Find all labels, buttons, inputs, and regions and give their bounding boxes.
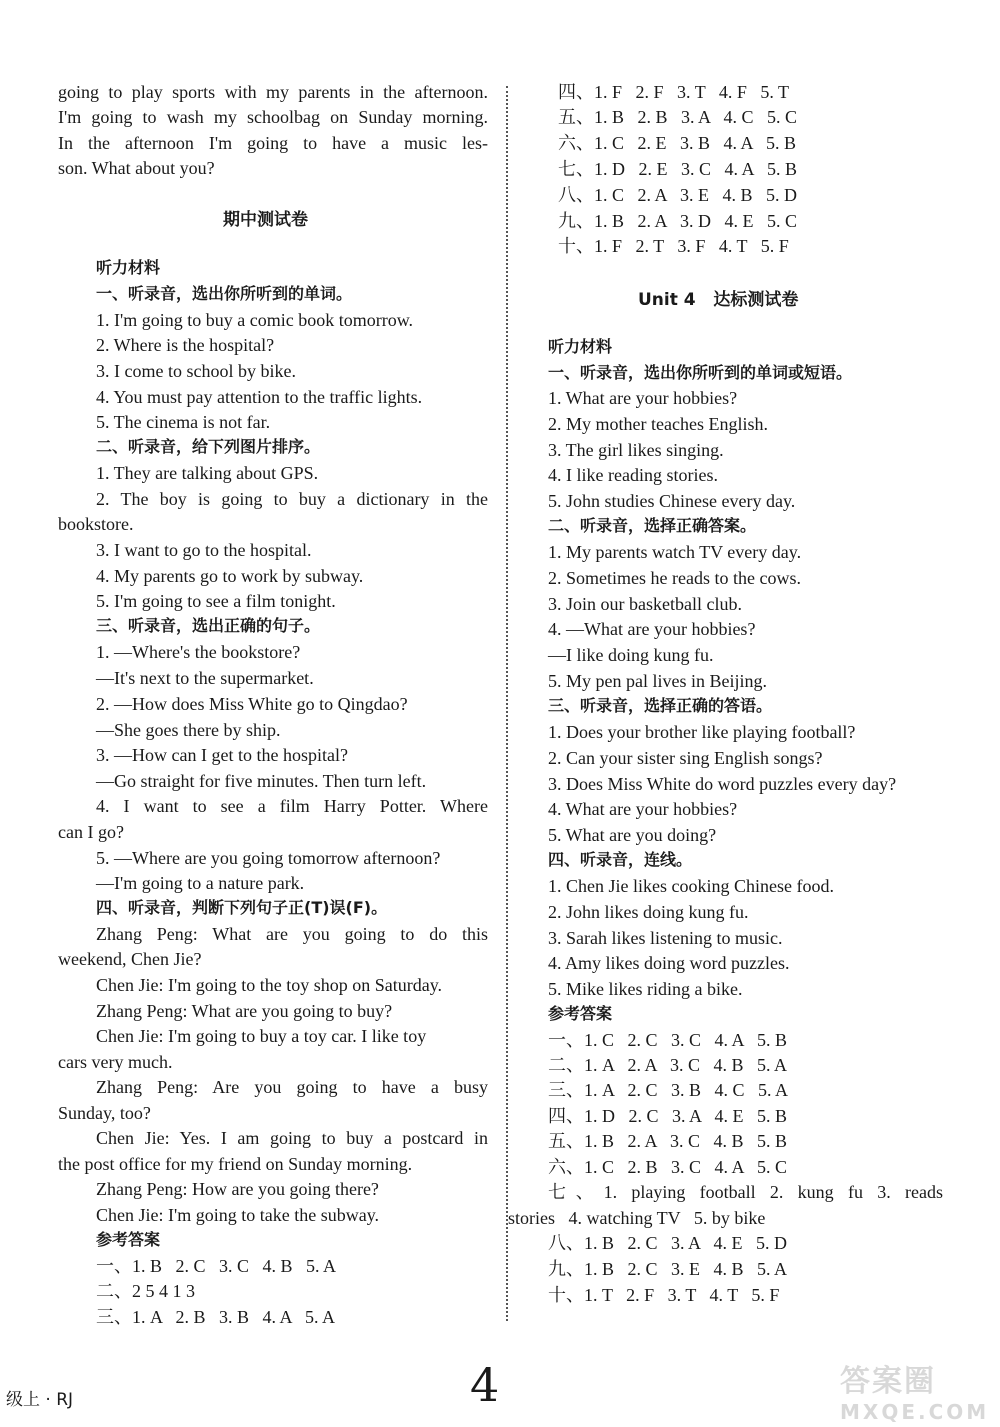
dialogue-line: —I'm going to a nature park. xyxy=(96,873,305,893)
answer-line: 四、1. F 2. F 3. T 4. F 5. T xyxy=(558,82,790,102)
dialogue-line: weekend, Chen Jie? xyxy=(58,949,202,969)
listening-line: 2. My mother teaches English. xyxy=(548,414,768,434)
listening-line: 1. They are talking about GPS. xyxy=(96,463,319,483)
answers-heading: 参考答案 xyxy=(96,1230,161,1249)
dialogue-line: Chen Jie: I'm going to take the subway. xyxy=(96,1205,380,1225)
listening-line: 4. Amy likes doing word puzzles. xyxy=(548,953,790,973)
watermark-top: 答案圈 xyxy=(840,1364,936,1399)
answer-line: 八、1. C 2. A 3. E 4. B 5. D xyxy=(558,185,798,205)
part-heading: 四、听录音，连线。 xyxy=(548,850,693,869)
dialogue-line: Chen Jie: Yes. I am going to buy a postcard in xyxy=(96,1128,488,1148)
intro-line: going to play sports with my parents in the afternoon. xyxy=(58,82,488,102)
listening-line: 3. The girl likes singing. xyxy=(548,440,724,460)
answer-line: 六、1. C 2. E 3. B 4. A 5. B xyxy=(558,133,797,153)
dialogue-line: cars very much. xyxy=(58,1052,173,1072)
part-heading: 一、听录音，选出你所听到的单词。 xyxy=(96,284,353,303)
listening-line: 3. I come to school by bike. xyxy=(96,361,296,381)
dialogue-line: Chen Jie: I'm going to the toy shop on Saturday. xyxy=(96,975,443,995)
column-divider xyxy=(506,86,509,1321)
intro-line: son. What about you? xyxy=(58,158,215,178)
listening-line: 5. John studies Chinese every day. xyxy=(548,491,796,511)
intro-line: I'm going to wash my schoolbag on Sunday morning. xyxy=(58,107,488,127)
listening-line: 4. What are your hobbies? xyxy=(548,799,738,819)
listening-line: 4. —What are your hobbies? xyxy=(548,619,756,639)
answer-line: 一、1. B 2. C 3. C 4. B 5. A xyxy=(96,1256,337,1276)
dialogue-line: 1. —Where's the bookstore? xyxy=(96,642,301,662)
dialogue-line: 4. I want to see a film Harry Potter. Where xyxy=(96,796,488,816)
listening-line: 5. Mike likes riding a bike. xyxy=(548,979,743,999)
section-title: 期中测试卷 xyxy=(223,210,308,230)
listening-line: 2. John likes doing kung fu. xyxy=(548,902,749,922)
dialogue-line: Zhang Peng: What are you going to buy? xyxy=(96,1001,393,1021)
answer-line: 六、1. C 2. B 3. C 4. A 5. C xyxy=(548,1157,788,1177)
dialogue-line: Zhang Peng: Are you going to have a busy xyxy=(96,1077,488,1097)
answer-line: 八、1. B 2. C 3. A 4. E 5. D xyxy=(548,1233,788,1253)
listening-line: 3. Does Miss White do word puzzles every day? xyxy=(548,774,897,794)
listening-line: 4. My parents go to work by subway. xyxy=(96,566,364,586)
answer-line: 七、1. playing football 2. kung fu 3. reads xyxy=(548,1182,943,1202)
answer-line: 九、1. B 2. C 3. E 4. B 5. A xyxy=(548,1259,788,1279)
dialogue-line: —It's next to the supermarket. xyxy=(96,668,314,688)
watermark-logo xyxy=(840,1356,990,1422)
answer-line: 三、1. A 2. B 3. B 4. A 5. A xyxy=(96,1307,336,1327)
listening-line: 2. Where is the hospital? xyxy=(96,335,275,355)
dialogue-line: 5. —Where are you going tomorrow afternoon? xyxy=(96,848,441,868)
part-heading: 三、听录音，选择正确的答语。 xyxy=(548,696,773,715)
part-heading: 二、听录音，选择正确答案。 xyxy=(548,516,757,535)
listening-line: 4. You must pay attention to the traffic lights. xyxy=(96,387,423,407)
part-heading: 一、听录音，选出你所听到的单词或短语。 xyxy=(548,363,853,382)
dialogue-line: Chen Jie: I'm going to buy a toy car. I like toy xyxy=(96,1026,427,1046)
page-number: 4 xyxy=(470,1358,500,1412)
dialogue-line: Sunday, too? xyxy=(58,1103,151,1123)
answer-line: 四、1. D 2. C 3. A 4. E 5. B xyxy=(548,1106,788,1126)
dialogue-line: Zhang Peng: How are you going there? xyxy=(96,1179,379,1199)
listening-line: 1. Chen Jie likes cooking Chinese food. xyxy=(548,876,834,896)
intro-line: In the afternoon I'm going to have a music les- xyxy=(58,133,488,153)
dialogue-line: —Go straight for five minutes. Then turn left. xyxy=(96,771,427,791)
answer-line: 七、1. D 2. E 3. C 4. A 5. B xyxy=(558,159,798,179)
answer-line: 十、1. T 2. F 3. T 4. T 5. F xyxy=(548,1285,780,1305)
listening-line: bookstore. xyxy=(58,514,134,534)
listening-line: 3. I want to go to the hospital. xyxy=(96,540,312,560)
listening-line: —I like doing kung fu. xyxy=(548,645,714,665)
answer-line: stories 4. watching TV 5. by bike xyxy=(508,1208,766,1228)
answer-line: 一、1. C 2. C 3. C 4. A 5. B xyxy=(548,1030,788,1050)
part-heading: 三、听录音，选出正确的句子。 xyxy=(96,616,321,635)
dialogue-line: can I go? xyxy=(58,822,124,842)
answer-line: 三、1. A 2. C 3. B 4. C 5. A xyxy=(548,1080,789,1100)
listening-line: 2. Can your sister sing English songs? xyxy=(548,748,823,768)
answers-heading: 参考答案 xyxy=(548,1004,613,1023)
answer-line: 十、1. F 2. T 3. F 4. T 5. F xyxy=(558,236,789,256)
listening-line: 1. What are your hobbies? xyxy=(548,388,738,408)
listening-line: 5. I'm going to see a film tonight. xyxy=(96,591,336,611)
listening-line: 1. My parents watch TV every day. xyxy=(548,542,802,562)
grade-label: 级上 · RJ xyxy=(6,1390,74,1410)
listening-line: 2. The boy is going to buy a dictionary in the xyxy=(96,489,488,509)
listening-line: 2. Sometimes he reads to the cows. xyxy=(548,568,801,588)
listening-line: 5. What are you doing? xyxy=(548,825,717,845)
dialogue-line: the post office for my friend on Sunday morning. xyxy=(58,1154,413,1174)
listening-heading: 听力材料 xyxy=(96,258,161,277)
answer-line: 五、1. B 2. A 3. C 4. B 5. B xyxy=(548,1131,788,1151)
part-heading: 二、听录音，给下列图片排序。 xyxy=(96,437,321,456)
answer-line: 五、1. B 2. B 3. A 4. C 5. C xyxy=(558,107,798,127)
listening-heading: 听力材料 xyxy=(548,337,613,356)
answer-line: 二、2 5 4 1 3 xyxy=(96,1281,195,1301)
listening-line: 5. My pen pal lives in Beijing. xyxy=(548,671,767,691)
dialogue-line: 2. —How does Miss White go to Qingdao? xyxy=(96,694,408,714)
dialogue-line: Zhang Peng: What are you going to do this xyxy=(96,924,488,944)
listening-line: 4. I like reading stories. xyxy=(548,465,718,485)
part-heading: 四、听录音，判断下列句子正(T)误(F)。 xyxy=(96,898,388,917)
answer-line: 二、1. A 2. A 3. C 4. B 5. A xyxy=(548,1055,788,1075)
listening-line: 3. Sarah likes listening to music. xyxy=(548,928,783,948)
answer-line: 九、1. B 2. A 3. D 4. E 5. C xyxy=(558,211,798,231)
dialogue-line: 3. —How can I get to the hospital? xyxy=(96,745,348,765)
watermark-bottom: MXQE.COM xyxy=(840,1400,990,1424)
listening-line: 3. Join our basketball club. xyxy=(548,594,742,614)
listening-line: 1. I'm going to buy a comic book tomorrow. xyxy=(96,310,414,330)
dialogue-line: —She goes there by ship. xyxy=(96,720,281,740)
listening-line: 1. Does your brother like playing football? xyxy=(548,722,856,742)
listening-line: 5. The cinema is not far. xyxy=(96,412,271,432)
section-title: Unit 4 达标测试卷 xyxy=(638,290,799,310)
